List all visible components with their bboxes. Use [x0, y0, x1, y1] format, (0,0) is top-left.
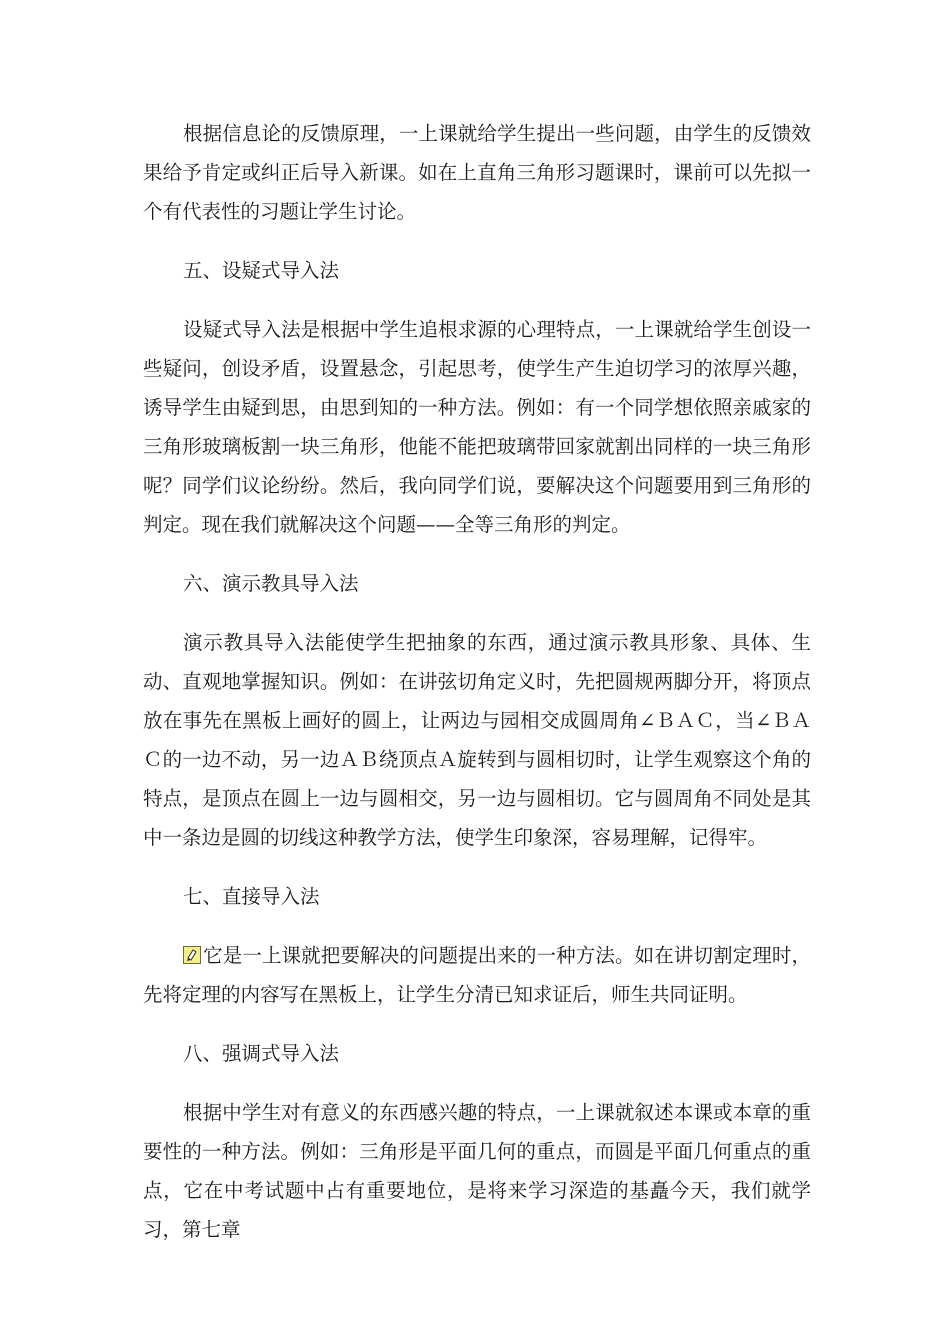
- section-heading-6: 六、演示教具导入法: [183, 572, 359, 595]
- paragraph-feedback: 根据信息论的反馈原理，一上课就给学生提出一些问题，由学生的反馈效果给予肯定或纠正后导入新课。如在上直角三角形习题课时，课前可以先拟一个有代表性的习题让学生讨论。: [143, 122, 811, 223]
- section-heading-8: 八、强调式导入法: [183, 1042, 340, 1065]
- paragraph-direct: [143, 936, 811, 1014]
- note-icon[interactable]: [183, 946, 201, 964]
- paragraph-emphasis: 根据中学生对有意义的东西感兴趣的特点，一上课就叙述本课或本章的重要性的一种方法。例如：三角形是平面几何的重点，而圆是平面几何重点的重点，它在中考试题中占有重要地位，是将来学习深造的基矗今天，我们就学习，第七章: [143, 1101, 811, 1241]
- document-body: [143, 114, 811, 1269]
- section-heading-5: 五、设疑式导入法: [183, 259, 340, 282]
- paragraph-questioning: 设疑式导入法是根据中学生追根求源的心理特点，一上课就给学生创设一些疑问，创设矛盾，设置悬念，引起思考，使学生产生迫切学习的浓厚兴趣，诱导学生由疑到思，由思到知的一种方法。例如：有一个同学想依照亲戚家的三角形玻璃板割一块三角形，他能不能把玻璃带回家就割出同样的一块三角形呢？同学们议论纷纷。然后，我向同学们说，要解决这个问题要用到三角形的判定。现在我们就解决这个问题——全等三角形的判定。: [143, 318, 811, 536]
- section-heading-7: 七、直接导入法: [183, 885, 320, 908]
- paragraph-demonstration: 演示教具导入法能使学生把抽象的东西，通过演示教具形象、具体、生动、直观地掌握知识。例如：在讲弦切角定义时，先把圆规两脚分开，将顶点放在事先在黑板上画好的圆上，让两边与园相交成圆周角∠ＢＡＣ，当∠ＢＡＣ的一边不动，另一边ＡＢ绕顶点Ａ旋转到与圆相切时，让学生观察这个角的特点，是顶点在圆上一边与圆相交，另一边与圆相切。它与圆周角不同处是其中一条边是圆的切线这种教学方法，使学生印象深，容易理解，记得牢。: [143, 631, 811, 849]
- paragraph-direct-text: 它是一上课就把要解决的问题提出来的一种方法。如在讲切割定理时，先将定理的内容写在黑板上，让学生分清已知求证后，师生共同证明。: [143, 944, 811, 1006]
